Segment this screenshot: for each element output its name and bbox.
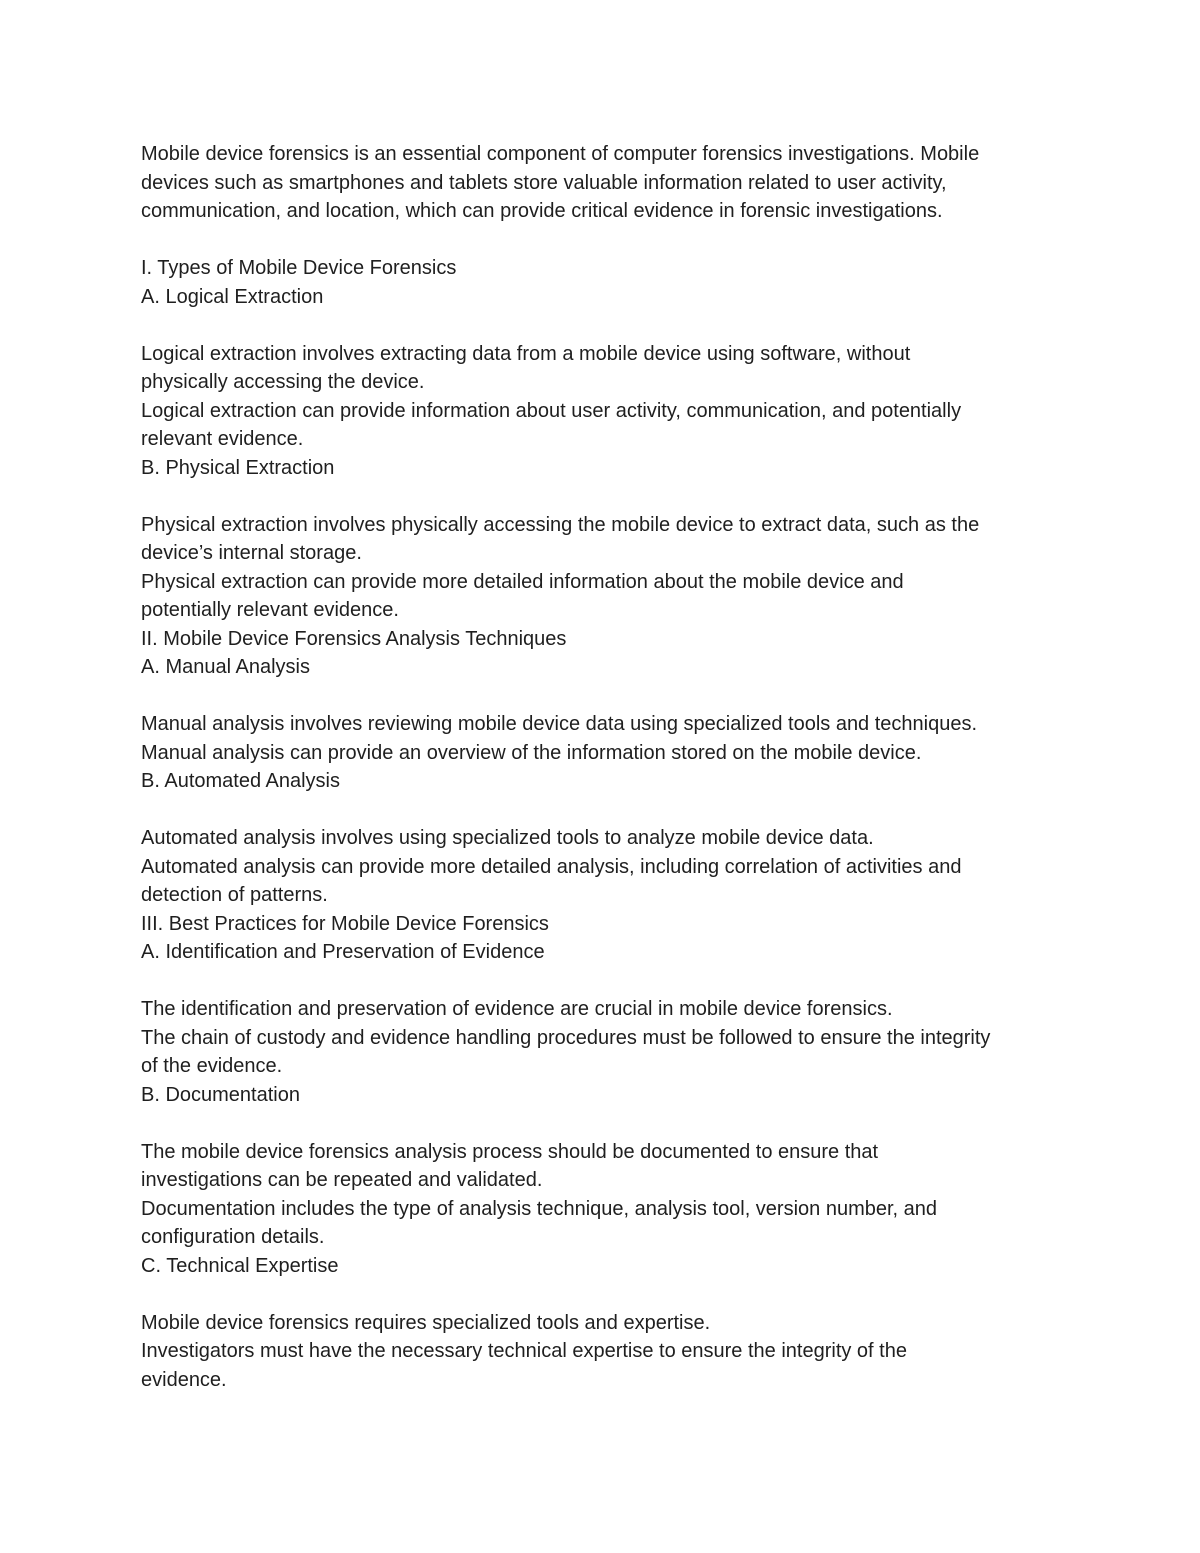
text-line: Manual analysis involves reviewing mobile device data using specialized tools and techniques.	[141, 713, 978, 735]
text-line: Physical extraction involves physically accessing the mobile device to extract data, such as the	[141, 513, 980, 536]
text-line: Mobile device forensics requires specialized tools and expertise.	[141, 1311, 711, 1334]
text-line: Logical extraction can provide information about user activity, communication, and potentially	[141, 399, 962, 422]
blank-line	[141, 1280, 1071, 1309]
text-line: communication, and location, which can provide critical evidence in forensic investigations.	[141, 200, 943, 222]
text-line: of the evidence.	[141, 1055, 283, 1077]
subsection-heading: A. Manual Analysis	[141, 656, 310, 678]
subsection-heading: A. Logical Extraction	[141, 285, 324, 308]
subsection-heading: B. Physical Extraction	[141, 456, 335, 479]
text-line: devices such as smartphones and tablets store valuable information related to user activity,	[141, 171, 947, 194]
text-line: Investigators must have the necessary technical expertise to ensure the integrity of the	[141, 1340, 907, 1362]
blank-line	[141, 311, 1071, 340]
text-line: Documentation includes the type of analysis technique, analysis tool, version number, and	[141, 1197, 938, 1220]
text-line: Physical extraction can provide more detailed information about the mobile device and	[141, 570, 904, 593]
blank-line	[141, 967, 1071, 996]
document-body	[141, 140, 1071, 1394]
blank-line	[141, 1109, 1071, 1138]
subsection-heading: A. Identification and Preservation of Evidence	[141, 941, 545, 963]
blank-line	[141, 226, 1071, 255]
subsection-heading: B. Automated Analysis	[141, 770, 341, 792]
text-line: physically accessing the device.	[141, 371, 425, 393]
text-line: evidence.	[141, 1368, 227, 1391]
section-heading: III. Best Practices for Mobile Device Forensics	[141, 912, 549, 935]
text-line: Automated analysis can provide more detailed analysis, including correlation of activities and	[141, 855, 962, 878]
text-line: The identification and preservation of evidence are crucial in mobile device forensics.	[141, 998, 893, 1020]
subsection-heading: B. Documentation	[141, 1083, 300, 1106]
text-line: Manual analysis can provide an overview of the information stored on the mobile device.	[141, 741, 922, 764]
subsection-heading: C. Technical Expertise	[141, 1254, 339, 1277]
section-heading: I. Types of Mobile Device Forensics	[141, 257, 457, 279]
text-line: detection of patterns.	[141, 884, 328, 906]
blank-line	[141, 796, 1071, 825]
section-heading: II. Mobile Device Forensics Analysis Techniques	[141, 627, 567, 650]
text-line: Logical extraction involves extracting data from a mobile device using software, without	[141, 342, 911, 365]
text-line: relevant evidence.	[141, 428, 304, 450]
text-line: The mobile device forensics analysis process should be documented to ensure that	[141, 1140, 879, 1163]
text-line: The chain of custody and evidence handling procedures must be followed to ensure the integrity	[141, 1026, 991, 1049]
text-line: configuration details.	[141, 1226, 325, 1248]
intro-paragraph	[141, 140, 1071, 226]
text-line: device’s internal storage.	[141, 542, 362, 564]
blank-line	[141, 682, 1071, 711]
text-line: Mobile device forensics is an essential component of computer forensics investigations. Mobile	[141, 143, 980, 165]
text-line: potentially relevant evidence.	[141, 599, 399, 621]
text-line: Automated analysis involves using specialized tools to analyze mobile device data.	[141, 827, 874, 849]
blank-line	[141, 482, 1071, 511]
text-line: investigations can be repeated and validated.	[141, 1169, 543, 1191]
